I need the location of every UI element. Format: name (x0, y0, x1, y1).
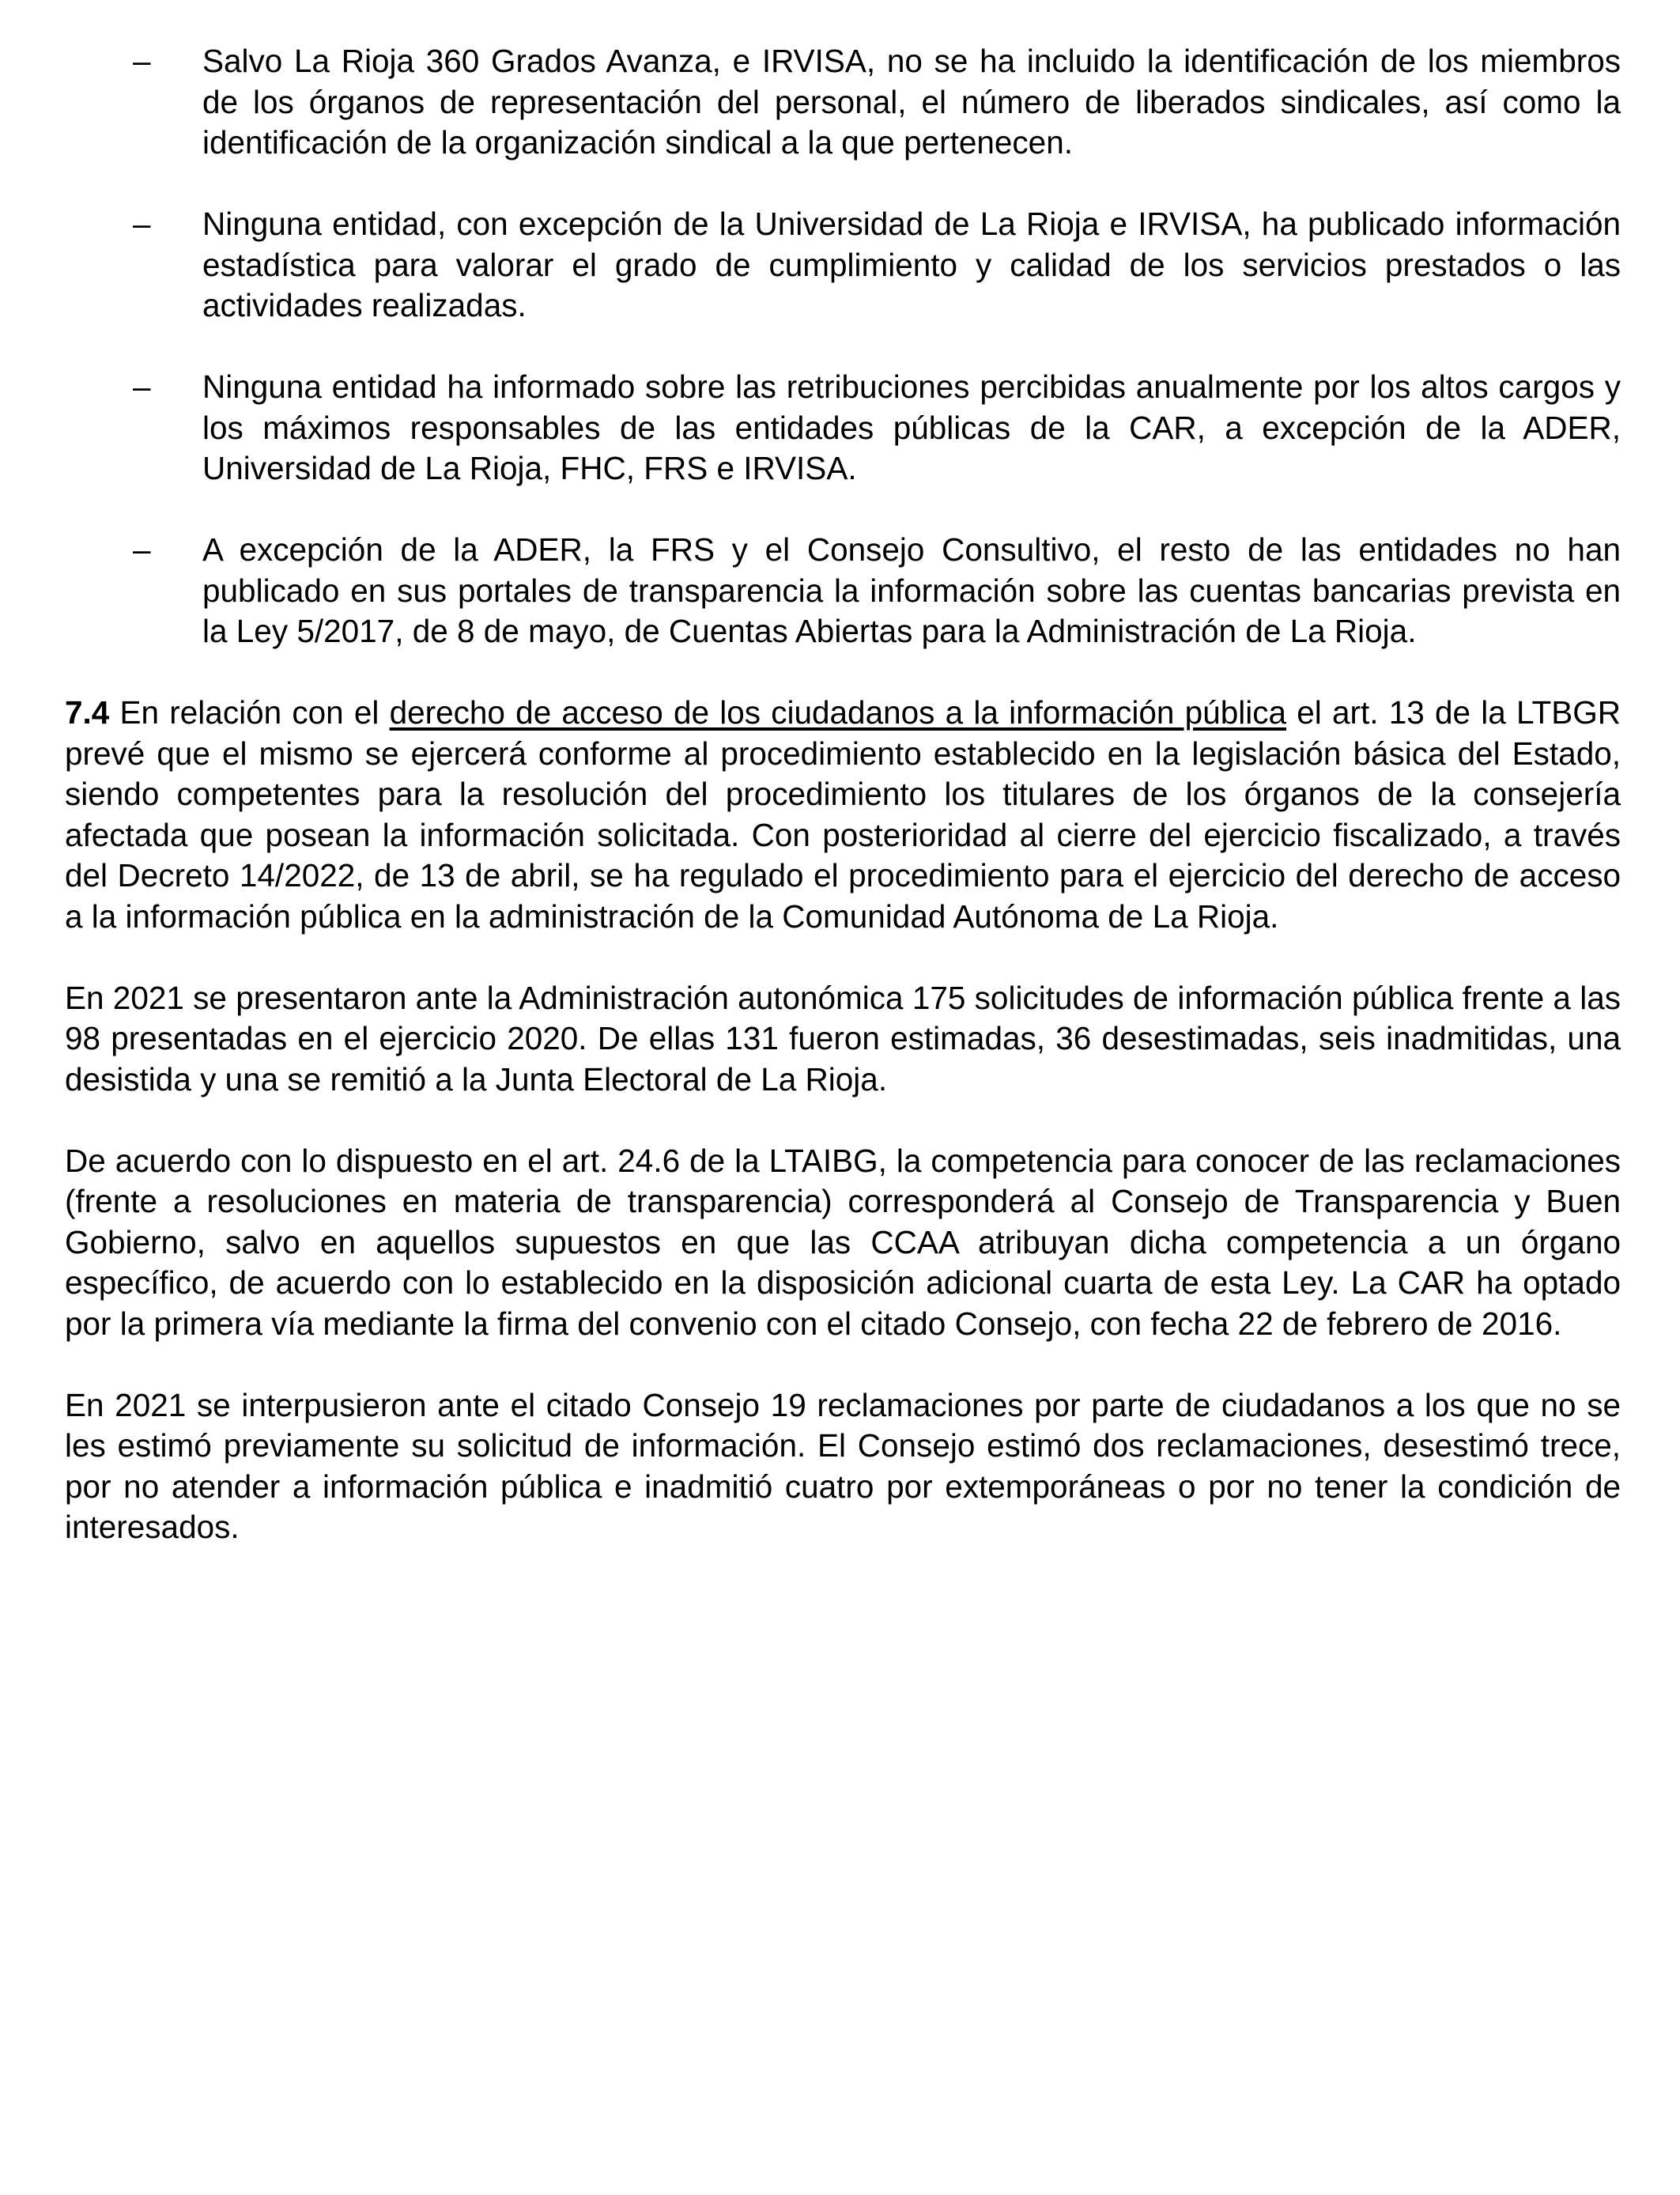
bullet-item (65, 41, 1621, 164)
section-intro: En relación con el (109, 694, 390, 731)
section-paragraph (65, 693, 1621, 937)
section-body: el art. 13 de la LTBGR prevé que el mismo se ejercerá conforme al procedimiento establecido en la legislación básica del Estado, siendo competentes para la resolución del procedimiento los titulares de los órganos de la consejería afectada que posean la información solicitada. Con posterioridad al cierre del ejercicio fiscalizado, a través del Decreto 14/2022, de 13 de abril, se ha regulado el procedimiento para el ejercicio del derecho de acceso a la información pública en la administración de la Comunidad Autónoma de La Rioja. (65, 694, 1621, 935)
bullet-text: Salvo La Rioja 360 Grados Avanza, e IRVISA, no se ha incluido la identificación de los miembros de los órganos de representación del personal, el número de liberados sindicales, así como la identificación de la organización sindical a la que pertenecen. (202, 43, 1621, 161)
bullet-item (65, 530, 1621, 652)
bullet-item (65, 204, 1621, 327)
document-page (65, 41, 1621, 1589)
dash-bullet-icon: – (133, 206, 151, 242)
dash-bullet-icon: – (133, 531, 151, 568)
paragraph-requests: En 2021 se presentaron ante la Administración autonómica 175 solicitudes de información pública frente a las 98 presentadas en el ejercicio 2020. De ellas 131 fueron estimadas, 36 desestimadas, seis inadmitidas, una desistida y una se remitió a la Junta Electoral de La Rioja. (65, 979, 1621, 1098)
bullet-item (65, 367, 1621, 489)
bullet-text: Ninguna entidad ha informado sobre las retribuciones percibidas anualmente por los altos cargos y los máximos responsables de las entidades públicas de la CAR, a excepción de la ADER, Universidad de La Rioja, FHC, FRS e IRVISA. (202, 368, 1621, 486)
paragraph-claims: En 2021 se interpusieron ante el citado Consejo 19 reclamaciones por parte de ciudadanos a los que no se les estimó previamente su solicitud de información. El Consejo estimó dos reclamaciones, desestimó trece, por no atender a información pública e inadmitió cuatro por extemporáneas o por no tener la condición de interesados. (65, 1386, 1621, 1545)
bullet-text: Ninguna entidad, con excepción de la Universidad de La Rioja e IRVISA, ha publicado información estadística para valorar el grado de cumplimiento y calidad de los servicios prestados o las actividades realizadas. (202, 206, 1621, 323)
section-number: 7.4 (65, 694, 110, 731)
bullet-text: A excepción de la ADER, la FRS y el Consejo Consultivo, el resto de las entidades no han publicado en sus portales de transparencia la información sobre las cuentas bancarias prevista en la Ley 5/2017, de 8 de mayo, de Cuentas Abiertas para la Administración de La Rioja. (202, 531, 1621, 649)
dash-bullet-icon: – (133, 43, 151, 79)
dash-bullet-icon: – (133, 368, 151, 405)
section-underlined-term: derecho de acceso de los ciudadanos a la información pública (389, 694, 1287, 731)
paragraph-competence: De acuerdo con lo dispuesto en el art. 24.6 de la LTAIBG, la competencia para conocer de las reclamaciones (frente a resoluciones en materia de transparencia) corresponderá al Consejo de Transparencia y Buen Gobierno, salvo en aquellos supuestos en que las CCAA atribuyan dicha competencia a un órgano específico, de acuerdo con lo establecido en la disposición adicional cuarta de esta Ley. La CAR ha optado por la primera vía mediante la firma del convenio con el citado Consejo, con fecha 22 de febrero de 2016. (65, 1142, 1621, 1342)
